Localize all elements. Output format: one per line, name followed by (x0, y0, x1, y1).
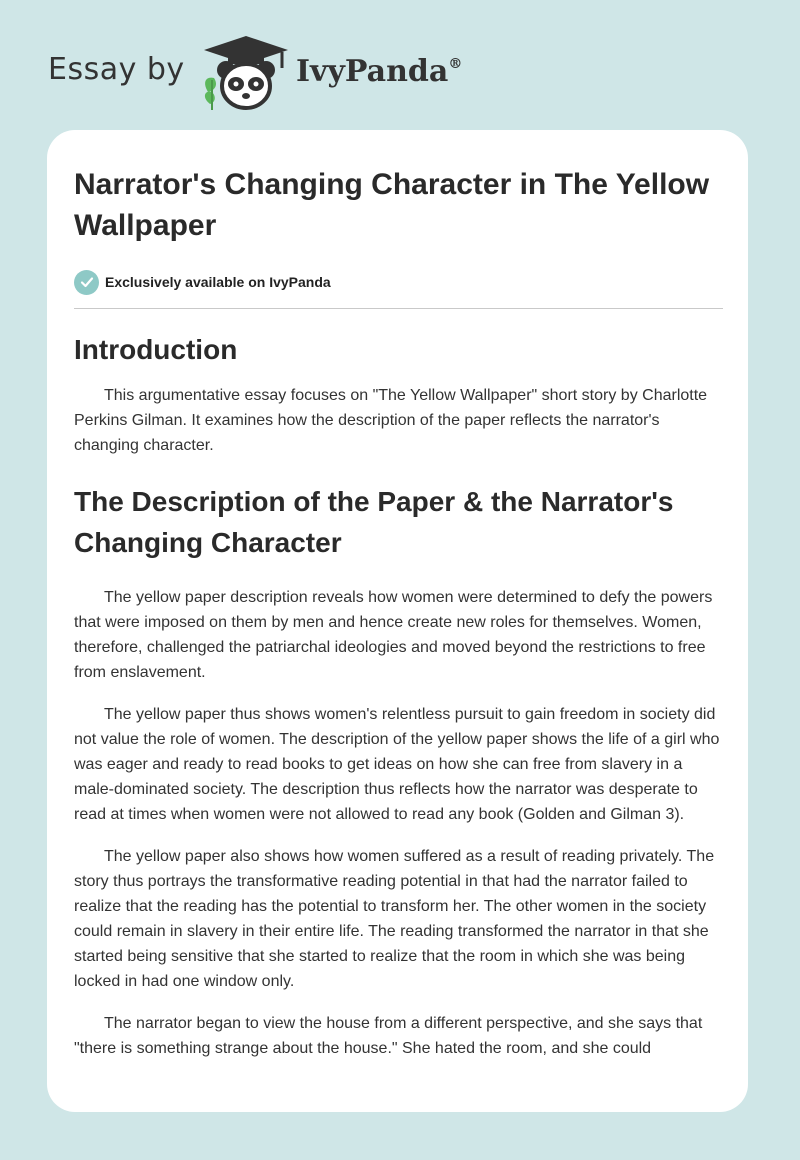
section-heading-introduction: Introduction (74, 334, 238, 365)
site-header (48, 30, 568, 110)
essay-card (47, 130, 748, 1112)
exclusive-badge (74, 268, 724, 296)
essay-content (74, 164, 724, 1061)
section-heading-description: The Description of the Paper & the Narrator's Changing Character (74, 486, 674, 558)
title-divider (74, 308, 723, 309)
essay-by-label: Essay by (48, 52, 185, 87)
paragraph: This argumentative essay focuses on "The Yellow Wallpaper" short story by Charlotte Perkins Gilman. It examines how the description of the paper reflects the narrator's changing character. (74, 387, 708, 454)
exclusive-badge-text: Exclusively available on IvyPanda (105, 274, 331, 290)
registered-mark: ® (448, 56, 463, 72)
essay-title: Narrator's Changing Character in The Yellow Wallpaper (74, 168, 710, 242)
paragraph: The yellow paper thus shows women's relentless pursuit to gain freedom in society did not value the role of women. The description of the yellow paper shows the life of a girl who was eager and ready to read books to get ideas on how she can free from slavery in a male-dominated society. The description thus reflects how the narrator was desperate to read at times when women were not allowed to read any book (Golden and Gilman 3). (74, 706, 720, 823)
paragraph: The yellow paper description reveals how women were determined to defy the powers that were imposed on them by men and hence create new roles for themselves. Women, therefore, challenged the patriarchal ideologies and moved beyond the restrictions to free from enslavement. (74, 589, 713, 681)
paragraph: The narrator began to view the house from a different perspective, and she says that "there is something strange about the house." She hated the room, and she could (74, 1015, 703, 1057)
brand-name[interactable]: IvyPanda® (296, 54, 463, 89)
panda-graduate-logo-icon[interactable] (200, 34, 292, 112)
check-icon (74, 270, 99, 295)
paragraph: The yellow paper also shows how women suffered as a result of reading privately. The story thus portrays the transformative reading potential in that had the narrator failed to realize that the reading has the potential to transform her. The other women in the society could remain in slavery in their entire life. The reading transformed the narrator in that she started being sensitive that she started to realize that the room in which she was being locked in had one window only. (74, 848, 715, 990)
